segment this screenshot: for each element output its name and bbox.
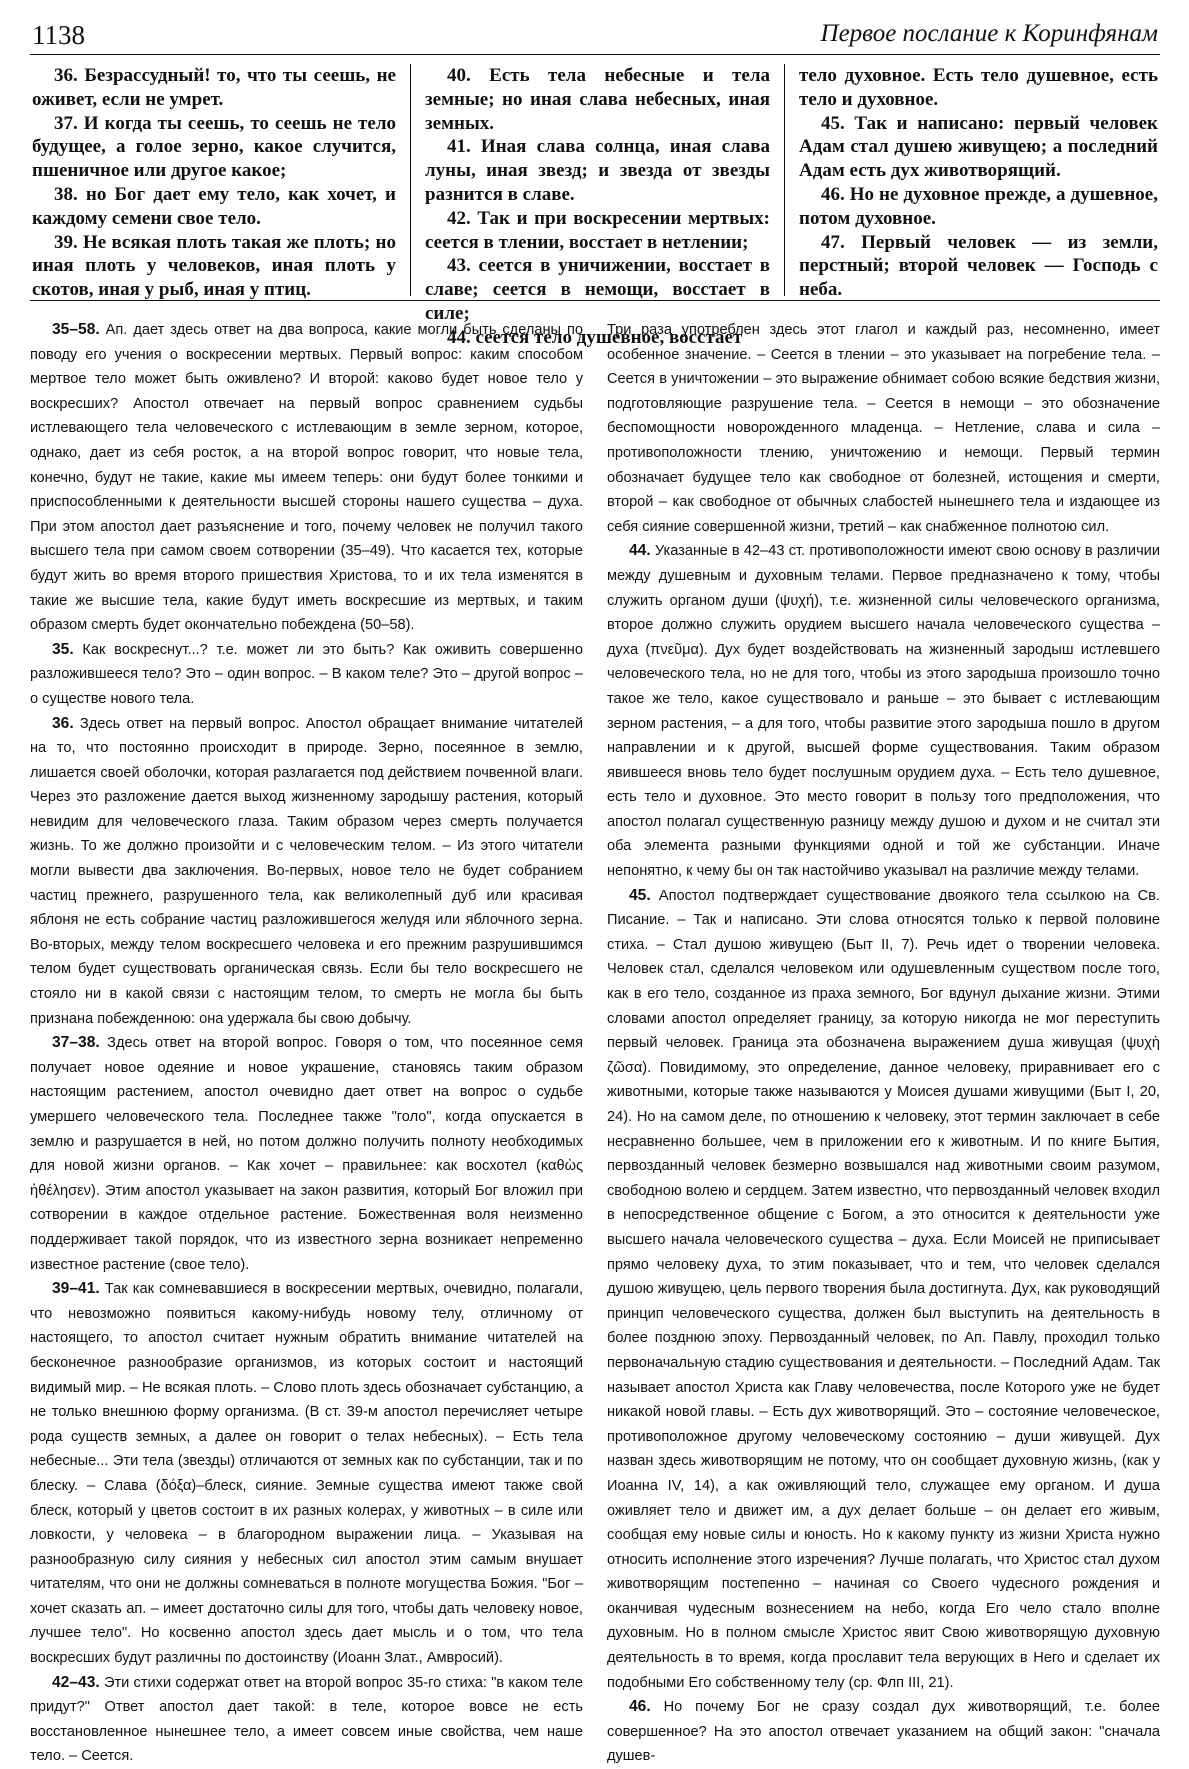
paragraph-text: Как воскреснут...? т.е. может ли это быть? Как оживить совершенно разложившееся тело? Это – один вопрос. – В каком теле? Это – другой вопрос – о существе нового тела. xyxy=(30,641,583,707)
verse-43: 43. сеется в уничижении, восстает в славе; сеется в немощи, восстает в силе; xyxy=(425,255,770,324)
paragraph-text: Здесь ответ на второй вопрос. Говоря о том, что посеянное семя получает новое одеяние и новое украшение, становясь таким образом настоящим растением, апостол очевидно дает ответ на вопрос о судьбе умершего человеческого тела. Последнее также "голо", когда опускается в землю и разрушается в ней, но потом должно получить полноту необходимых для новой жизни органов. – Как хочет – правильнее: как восхотел (καθὼς ἠθέλησεν). Этим апостол указывает на закон развития, который Бог вложил при сотворении в каждое отдельное растение. Божественная воля неизменно поддерживает такой порядок, что из известного зерна возникает непременно известное растение (свое тело). xyxy=(30,1035,583,1273)
paragraph-text: Три раза употреблен здесь этот глагол и каждый раз, несомненно, имеет особенное значение. – Сеется в тлении – это указывает на погребение тела. – Сеется в уничтожении – это выражение обнимает собою всякие бедствия жизни, подготовляющие разрушение тела. – Сеется в немощи – это обозначение беспомощности новорожденного младенца. – Нетление, слава и сила – противоположности тлению, уничтожению и немощи. Первый термин обозначает будущее тело как свободное от болезней, истощения и смерти, второй – как свободное от обычных слабостей нынешнего тела и издающее из себя сияние совершенной жизни, третий – как снабженное полнотою сил. xyxy=(607,322,1160,535)
verse-46: 46. Но не духовное прежде, а душевное, потом духовное. xyxy=(799,183,1158,229)
commentary-paragraph xyxy=(607,1695,1160,1769)
paragraph-number: 46. xyxy=(629,1698,651,1716)
paragraph-number: 45. xyxy=(629,886,651,904)
paragraph-text: Но почему Бог не сразу создал дух животворящий, т.е. более совершенное? На это апостол отвечает указанием на общий закон: "сначала душев- xyxy=(607,1699,1160,1765)
verse-36: 36. Безрассудный! то, что ты сеешь, не оживет, если не умрет. xyxy=(32,65,396,110)
verse-38: 38. но Бог дает ему тело, как хочет, и каждому семени свое тело. xyxy=(32,183,396,229)
verse-47: 47. Первый человек — из земли, перстный; второй человек — Господь с неба. xyxy=(799,231,1158,301)
verse-39: 39. Не всякая плоть такая же плоть; но иная плоть у человеков, иная плоть у скотов, иная у рыб, иная у птиц. xyxy=(32,231,396,301)
paragraph-text: Апостол подтверждает существование двоякого тела ссылкою на Св. Писание. – Так и написано. Эти слова относятся только к первой половине стиха. – Стал душою живущею (Быт II, 7). Речь идет о творении человека. Человек стал, сделался человеком или одушевленным существом после того, как в его тело, созданное из праха земного, Бог вдунул дыхание жизни. Этими словами апостол определяет границу, за которую никогда не мог переступить первый человек. Граница эта обозначена выражением душа живущая (ψυχὴ ζῶσα). Повидимому, это определение, данное человеку, приравнивает его с животными, которые также называются у Моисея душами живущими (Быт I, 20, 24). Но на самом деле, по отношению к человеку, этот термин заключает в себе несравненно большее, чем в приложении его к животным. И по книге Бытия, первозданный человек безмерно возвышался над животными своим разумом, свободною волею и сердцем. Затем известно, что первозданный человек входил в непосредственное общение с Богом, а это относится к деятельности уже высшего начала человеческого существа – духа. Если Моисей не приписывает прямо человеку духа, то этим показывает, что и тем, что человек сделался душою живущею, цель первого творения была достигнута. Дух, как руководящий принцип человеческого существа, должен был выступить на деятельность в более позднюю эпоху. Первозданный человек, по Ап. Павлу, проходил только первоначальную стадию существования и деятельности. – Последний Адам. Так называет апостол Христа как Главу человечества, после Которого уже не будет никакой новой главы. – Есть дух животворящий. Это – состояние человеческое, противоположное другому человеческому состоянию – души живущей. Дух назван здесь животворящим не потому, что он сообщает духовную жизнь, (как у Иоанна IV, 14), а как оживляющий тело, служащее ему органом. И душа оживляет тело и движет им, а дух делает больше – он делает его живым, сообщая ему новые силы и юность. Но к какому пункту из жизни Христа нужно относить исполнение этого изречения? Лучше полагать, что Христос стал духом животворящим постепенно – начиная со Своего чудесного рождения и оканчивая чудесным вознесением на небо, когда Его чело стало вполне духовным. Но в полном смысле Христос явит Свою животворящую духовную деятельность в то время, когда прославит тела верующих в Него и сделает их подобными Его собственному телу (ср. Флп III, 21). xyxy=(607,887,1160,1691)
verse-column-3 xyxy=(784,64,1158,301)
paragraph-text: Указанные в 42–43 ст. противоположности имеют свою основу в различии между душевным и духовным телами. Первое предназначено к тому, чтобы служить органом души (ψυχή), т.е. жизненной силы человеческого организма, второе должно служить орудием высшего начала человеческого существа – духа (πνεῦμα). Дух будет воздействовать на жизненный зародыш истлевшего человеческого тела, но не для того, чтобы из этого зародыша произошло точно такое же тело, какое существовало и раньше – это бывает с истлевающим зерном растения, – а для того, чтобы развитие этого зародыша пошло в другом направлении и к другой, высшей форме существования. Таким образом явившееся вновь тело будет послушным орудием духа. – Есть тело душевное, есть тело и духовное. Это место говорит в пользу того предположения, что апостол полагал существенную разницу между душою и духом и не считал эти оба элемента разными функциями одной и той же субстанции. Иначе непонятно, к чему бы он так настойчиво указывал на различие между телами. xyxy=(607,543,1160,880)
page-number: 1138 xyxy=(32,20,85,50)
commentary-paragraph xyxy=(30,318,583,638)
commentary xyxy=(30,318,1160,1765)
commentary-paragraph xyxy=(607,539,1160,883)
paragraph-number: 42–43. xyxy=(52,1673,100,1691)
verse-45: 45. Так и написано: первый человек Адам стал душею живущею; а последний Адам есть дух животворящий. xyxy=(799,112,1158,182)
verse-40: 40. Есть тела небесные и тела земные; но иная слава небесных, иная земных. xyxy=(425,65,770,134)
paragraph-text: Эти стихи содержат ответ на второй вопрос 35-го стиха: "в каком теле придут?" Ответ апостол дает такой: в теле, которое вовсе не есть восстановленное нынешнее тело, а имеет совсем иные свойства, чем наше тело. – Сеется. xyxy=(30,1674,583,1765)
paragraph-text: Здесь ответ на первый вопрос. Апостол обращает внимание читателей на то, что постоянно происходит в природе. Зерно, посеянное в землю, лишается своей оболочки, которая разлагается под действием почвенной влаги. Через это разложение дается выход жизненному зародышу растения, который невидим для человеческого глаза. Таким образом через смерть получается жизнь. То же должно произойти и с человеческим телом. – Из этого читатели могли вывести два заключения. Во-первых, новое тело не будет собранием частиц прежнего, разрушенного тела, как великолепный дуб или красивая яблоня не есть собрание частиц разложившегося желудя или яблочного зерна. Во-вторых, между телом воскресшего человека и его прежним разрушившимся телом будет существовать органическая связь. Если бы тело воскресшего не стояло ни в какой связи с настоящим телом, то смерть не могла бы быть признана побежденною: она удержала бы свою добычу. xyxy=(30,715,583,1027)
commentary-column-left xyxy=(30,318,583,1765)
paragraph-text: Ап. дает здесь ответ на два вопроса, какие могли быть сделаны по поводу его учения о воскресении мертвых. Первый вопрос: каким способом мертвое тело может быть оживлено? И второй: каково будет новое тело у воскресших? Апостол отвечает на первый вопрос сравнением судьбы истлевающего тела человеческого с истлевающим в земле зерном, которое, однако, дает из себя росток, а на второй вопрос говорит, что новые тела, конечно, будут не такие, какие мы имеем теперь: они будут более тонкими и приспособленными к деятельности высшей стороны нашего существа – духа. При этом апостол дает разъяснение и того, почему человек не получил такого высшего тела при самом своем сотворении (35–49). Что касается тех, которые будут жить во время второго пришествия Христова, то и их тела изменятся в такие же высшие тела, какие будут иметь воскресшие из мертвых, и таким образом смерть будет окончательно побеждена (50–58). xyxy=(30,322,583,634)
paragraph-text: Так как сомневавшиеся в воскресении мертвых, очевидно, полагали, что невозможно появиться какому-нибудь новому телу, отличному от настоящего, то апостол считает нужным обратить внимание читателей на бесконечное разнообразие организмов, из которых состоит и настоящий видимый мир. – Не всякая плоть. – Слово плоть здесь обозначает субстанцию, а не только внешнюю форму организма. (В ст. 39-м апостол перечисляет четыре рода существ земных, а далее он говорит о телах небесных). – Есть тела небесные... Эти тела (звезды) отличаются от земных как по субстанции, так и по блеску. – Слава (δόξα)–блеск, сияние. Земные существа имеют также свой блеск, который у цветов состоит в их разных колерах, у животных – в силе или ловкости, у человека – в благородном выражении лица. – Указывая на разнообразную силу сияния у небесных сил апостол этим самым внушает читателям, что они не должны сомневаться в полноте могущества Божия. "Бог – хочет сказать ап. – имеет достаточно силы для того, чтобы дать человеку новое, лучшее тело". Но косвенно апостол здесь дает мысль и о том, что тела воскресших будут различны по достоинству (Иоанн Злат., Амвросий). xyxy=(30,1281,583,1667)
running-title: Первое послание к Коринфянам xyxy=(820,20,1158,47)
section-divider xyxy=(30,300,1160,301)
paragraph-number: 35. xyxy=(52,640,74,658)
commentary-paragraph xyxy=(30,712,583,1032)
commentary-column-right xyxy=(607,318,1160,1765)
commentary-paragraph xyxy=(607,884,1160,1696)
verse-42: 42. Так и при воскресении мертвых: сеется в тлении, восстает в нетлении; xyxy=(425,207,770,253)
verse-44-continued: тело духовное. Есть тело душевное, есть тело и духовное. xyxy=(799,65,1158,110)
verse-41: 41. Иная слава солнца, иная слава луны, иная звезд; и звезда от звезды разнится в славе. xyxy=(425,136,770,205)
verse-column-2 xyxy=(410,64,784,348)
paragraph-number: 36. xyxy=(52,714,74,732)
verse-column-1 xyxy=(32,64,410,301)
commentary-paragraph xyxy=(30,1671,583,1769)
verse-37: 37. И когда ты сеешь, то сеешь не тело будущее, а голое зерно, какое случится, пшеничное или другое какое; xyxy=(32,112,396,182)
paragraph-number: 39–41. xyxy=(52,1280,100,1298)
commentary-paragraph xyxy=(30,638,583,712)
paragraph-number: 37–38. xyxy=(52,1034,100,1052)
commentary-paragraph-continued xyxy=(607,318,1160,539)
paragraph-number: 35–58. xyxy=(52,321,100,338)
paragraph-number: 44. xyxy=(629,542,651,560)
commentary-paragraph xyxy=(30,1031,583,1277)
page-header xyxy=(30,18,1160,55)
verse-44: 44. сеется тело душевное, восстает xyxy=(447,326,743,348)
commentary-paragraph xyxy=(30,1277,583,1671)
